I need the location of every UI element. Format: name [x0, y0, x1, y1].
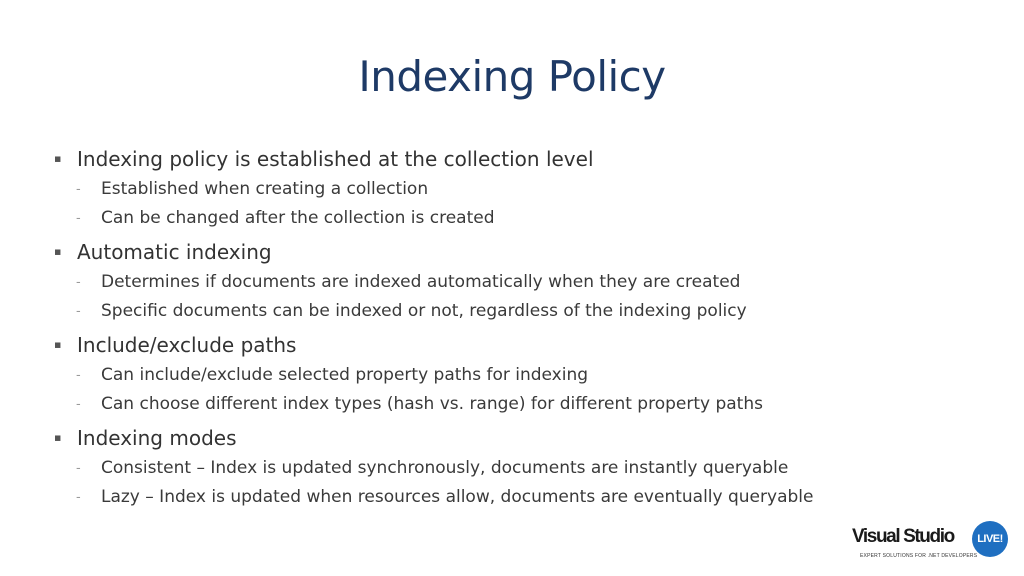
bullet-group	[50, 143, 950, 233]
dash-icon: -	[76, 304, 81, 319]
dash-icon: -	[76, 211, 81, 226]
bullet-square-icon: ▪	[54, 431, 62, 444]
sub-bullet-item	[50, 390, 950, 419]
bullet-group	[50, 236, 950, 326]
bullet-text: Automatic indexing	[77, 240, 272, 264]
dash-icon: -	[76, 461, 81, 476]
sub-bullet-text: Can include/exclude selected property paths for indexing	[101, 365, 589, 385]
visual-studio-live-logo	[852, 520, 1008, 564]
bullet-item	[50, 236, 950, 268]
dash-icon: -	[76, 490, 81, 505]
bullet-list	[50, 143, 950, 515]
bullet-text: Include/exclude paths	[77, 333, 297, 357]
live-badge-icon: LIVE!	[972, 521, 1008, 557]
sub-bullet-item	[50, 454, 950, 483]
bullet-item	[50, 143, 950, 175]
bullet-item	[50, 422, 950, 454]
bullet-square-icon: ▪	[54, 152, 62, 165]
sub-bullet-item	[50, 204, 950, 233]
sub-bullet-text: Determines if documents are indexed automatically when they are created	[101, 272, 741, 292]
bullet-text: Indexing policy is established at the collection level	[77, 147, 594, 171]
sub-bullet-item	[50, 361, 950, 390]
sub-bullet-text: Specific documents can be indexed or not, regardless of the indexing policy	[101, 301, 747, 321]
sub-bullet-item	[50, 297, 950, 326]
dash-icon: -	[76, 368, 81, 383]
sub-bullet-text: Established when creating a collection	[101, 179, 429, 199]
logo-tagline: EXPERT SOLUTIONS FOR .NET DEVELOPERS	[860, 553, 978, 559]
sub-bullet-text: Can choose different index types (hash vs. range) for different property paths	[101, 394, 763, 414]
dash-icon: -	[76, 182, 81, 197]
sub-bullet-text: Lazy – Index is updated when resources allow, documents are eventually queryable	[101, 487, 814, 507]
bullet-item	[50, 329, 950, 361]
bullet-square-icon: ▪	[54, 245, 62, 258]
dash-icon: -	[76, 275, 81, 290]
sub-bullet-item	[50, 175, 950, 204]
sub-bullet-item	[50, 268, 950, 297]
sub-bullet-item	[50, 483, 950, 512]
bullet-square-icon: ▪	[54, 338, 62, 351]
bullet-group	[50, 422, 950, 512]
bullet-text: Indexing modes	[77, 426, 237, 450]
logo-wordmark: Visual Studio	[852, 526, 954, 547]
sub-bullet-text: Consistent – Index is updated synchronously, documents are instantly queryable	[101, 458, 789, 478]
dash-icon: -	[76, 397, 81, 412]
sub-bullet-text: Can be changed after the collection is created	[101, 208, 495, 228]
bullet-group	[50, 329, 950, 419]
slide-title: Indexing Policy	[358, 52, 666, 101]
